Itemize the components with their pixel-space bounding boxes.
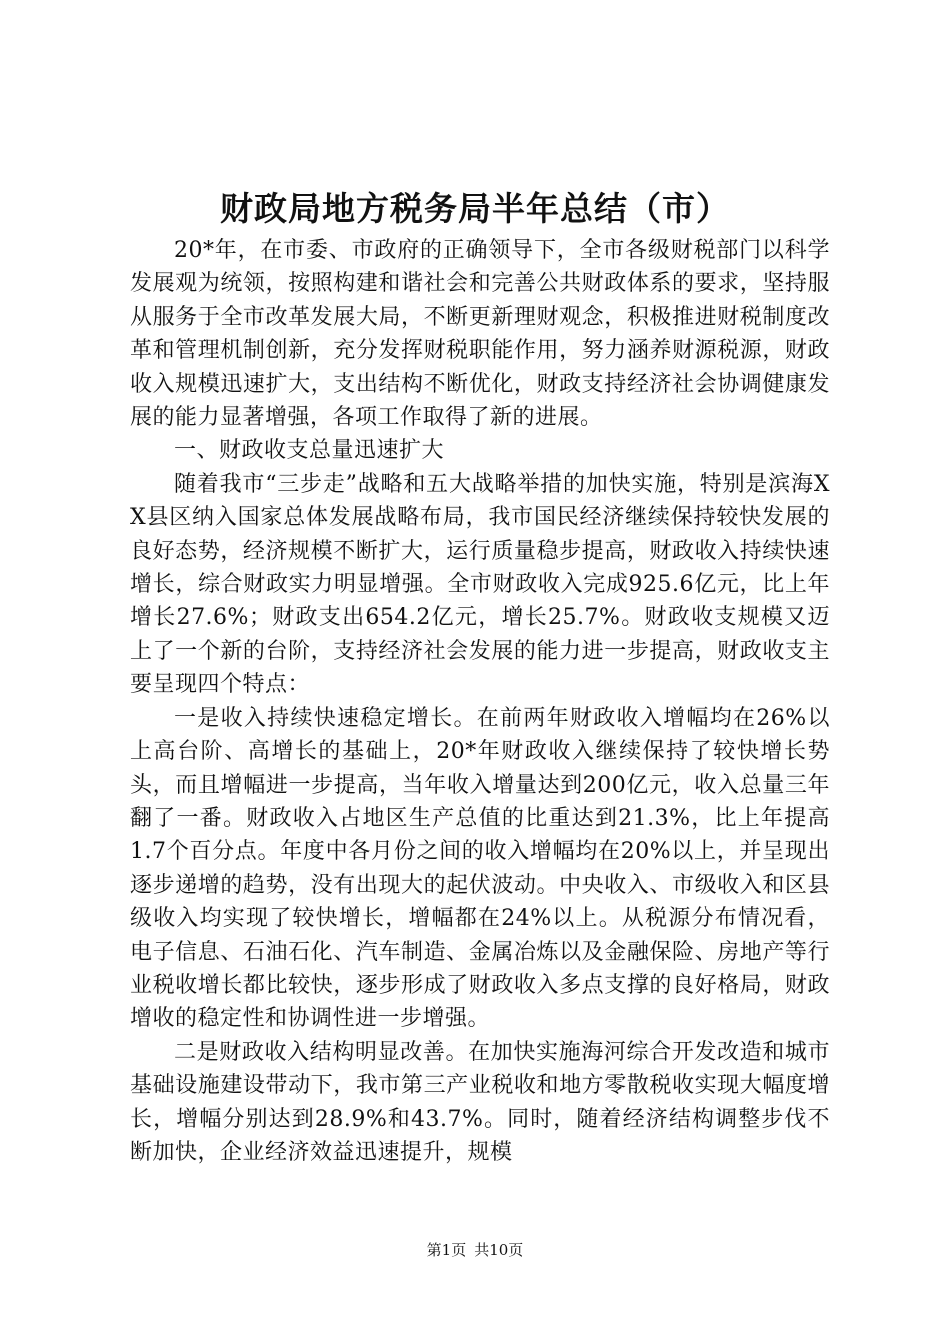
page-total: 共10页 [474,1241,524,1259]
page-footer [0,1240,950,1260]
page-number: 第1页 [426,1241,467,1259]
paragraph-point-1: 一是收入持续快速稳定增长。在前两年财政收入增幅均在26%以上高台阶、高增长的基础上，20*年财政收入继续保持了较快增长势头，而且增幅进一步提高，当年收入增量达到200亿元，收入总量三年翻了一番。财政收入占地区生产总值的比重达到21.3%，比上年提高1.7个百分点。年度中各月份之间的收入增幅均在20%以上，并呈现出逐步递增的趋势，没有出现大的起伏波动。中央收入、市级收入和区县级收入均实现了较快增长，增幅都在24%以上。从税源分布情况看，电子信息、石油石化、汽车制造、金属冶炼以及金融保险、房地产等行业税收增长都比较快，逐步形成了财政收入多点支撑的良好格局，财政增收的稳定性和协调性进一步增强。 [130,705,830,1032]
paragraph-overview: 随着我市“三步走”战略和五大战略举措的加快实施，特别是滨海XX县区纳入国家总体发展战略布局，我市国民经济继续保持较快发展的良好态势，经济规模不断扩大，运行质量稳步提高，财政收入持续快速增长，综合财政实力明显增强。全市财政收入完成925.6亿元，比上年增长27.6%；财政支出654.2亿元，增长25.7%。财政收支规模又迈上了一个新的台阶，支持经济社会发展的能力进一步提高，财政收支主要呈现四个特点： [130,471,830,698]
paragraph-point-2: 二是财政收入结构明显改善。在加快实施海河综合开发改造和城市基础设施建设带动下，我市第三产业税收和地方零散税收实现大幅度增长，增幅分别达到28.9%和43.7%。同时，随着经济结构调整步伐不断加快，企业经济效益迅速提升，规模 [130,1039,830,1165]
section-heading-1: 一、财政收支总量迅速扩大 [174,438,445,464]
document-body [130,234,830,1169]
document-title: 财政局地方税务局半年总结（市） [220,189,730,228]
paragraph-intro: 20*年，在市委、市政府的正确领导下，全市各级财税部门以科学发展观为统领，按照构建和谐社会和完善公共财政体系的要求，坚持服从服务于全市改革发展大局，不断更新理财观念，积极推进财税制度改革和管理机制创新，充分发挥财税职能作用，努力涵养财源税源，财政收入规模迅速扩大，支出结构不断优化，财政支持经济社会协调健康发展的能力显著增强，各项工作取得了新的进展。 [130,238,830,431]
